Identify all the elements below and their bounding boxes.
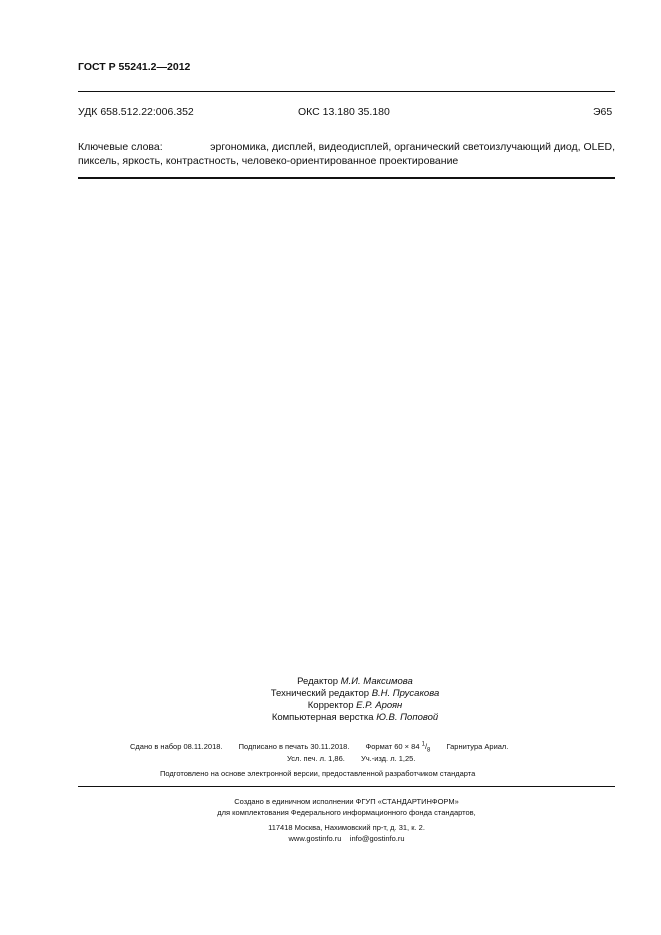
print-sheets: Усл. печ. л. 1,86. bbox=[287, 754, 345, 763]
submitted-date: Сдано в набор 08.11.2018. bbox=[130, 741, 223, 751]
publisher-web bbox=[78, 833, 615, 844]
keywords-block bbox=[78, 140, 615, 168]
top-divider bbox=[78, 91, 615, 92]
keywords-label: Ключевые слова: bbox=[78, 141, 163, 153]
credits-block bbox=[230, 676, 480, 724]
udk-code: УДК 658.512.22:006.352 bbox=[78, 106, 194, 118]
keywords-divider bbox=[78, 177, 615, 179]
publisher-line-1: Создано в единичном исполнении ФГУП «СТАНДАРТИНФОРМ» bbox=[234, 797, 459, 806]
credit-layout: Компьютерная верстка Ю.В. Поповой bbox=[271, 712, 439, 723]
credit-corrector: Корректор Е.Р. Ароян bbox=[307, 700, 403, 711]
prepared-note: Подготовлено на основе электронной версии, предоставленной разработчиком стандарта bbox=[160, 769, 476, 778]
credit-tech-editor: Технический редактор В.Н. Прусакова bbox=[270, 688, 440, 699]
keywords-line-1: эргономика, дисплей, видеодисплей, органический светоизлучающий диод, OLED, bbox=[210, 141, 615, 153]
print-details-line-2 bbox=[287, 754, 429, 763]
publisher-line-2: для комплектования Федерального информационного фонда стандартов, bbox=[217, 808, 476, 817]
standard-number: ГОСТ Р 55241.2—2012 bbox=[78, 61, 191, 73]
publisher-block bbox=[78, 796, 615, 818]
typeface: Гарнитура Ариал. bbox=[446, 741, 509, 751]
email-link[interactable]: info@gostinfo.ru bbox=[349, 834, 405, 843]
keywords-line-2: пиксель, яркость, контрастность, человеко-ориентированное проектирование bbox=[78, 155, 459, 167]
print-details-line-1 bbox=[130, 741, 522, 753]
oks-code: ОКС 13.180 35.180 bbox=[298, 106, 390, 118]
credit-editor: Редактор М.И. Максимова bbox=[297, 676, 413, 687]
website-link[interactable]: www.gostinfo.ru bbox=[288, 834, 342, 843]
signed-date: Подписано в печать 30.11.2018. bbox=[238, 741, 350, 751]
publish-sheets: Уч.-изд. л. 1,25. bbox=[360, 754, 416, 763]
format: Формат 60 × 84 $^1/_8$ bbox=[365, 741, 431, 753]
group-code: Э65 bbox=[593, 106, 613, 118]
publisher-address: 117418 Москва, Нахимовский пр-т, д. 31, к. 2. bbox=[268, 823, 425, 832]
bottom-divider bbox=[78, 786, 615, 787]
publisher-contacts bbox=[78, 822, 615, 844]
